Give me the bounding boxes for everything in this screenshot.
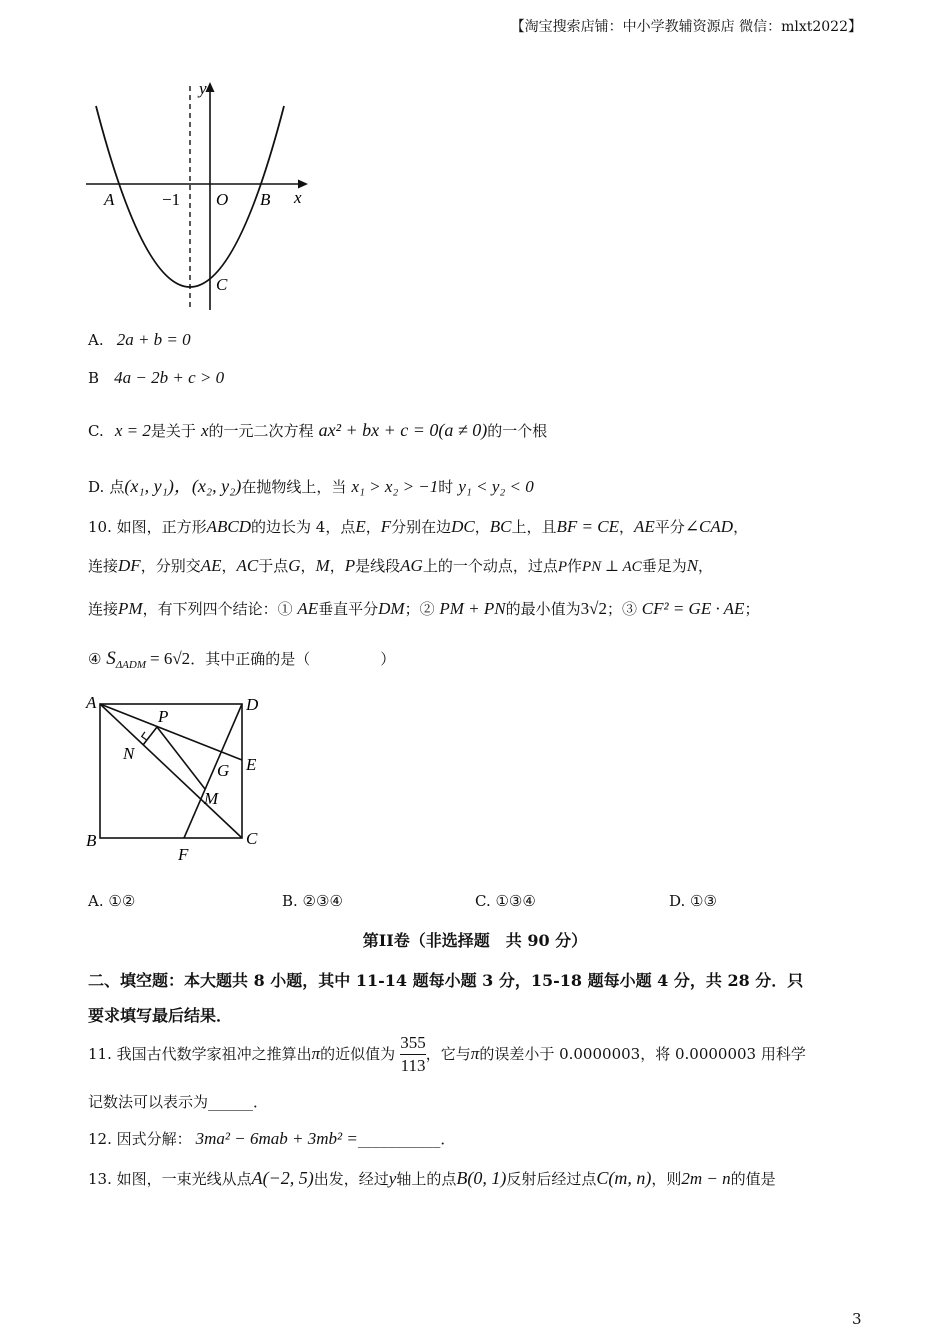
q10-line-3: 连接PM，有下列四个结论：① AE垂直平分DM；② PM + PN的最小值为3√2；③ CF² = GE · AE； (88, 599, 760, 618)
q10-line-2: 连接DF，分别交AE，AC于点G，M，P是线段AG上的一个动点，过点P作PN ⊥ AC垂足为N， (88, 556, 714, 575)
label-A: A (104, 190, 115, 209)
label-x: x (294, 188, 302, 207)
label-neg1: −1 (162, 190, 181, 209)
label-B: B (260, 190, 271, 209)
label-N: N (123, 744, 135, 763)
section-heading-2: 要求填写最后结果． (88, 1006, 233, 1025)
square-figure (80, 692, 280, 872)
label-D: D (246, 695, 259, 714)
q13: 13. 如图，一束光线从点A(−2, 5)出发，经过y轴上的点B(0, 1)反射后经过点C(m, n)，则2m − n的值是 (88, 1168, 776, 1188)
label-O: O (216, 190, 229, 209)
segment-df (184, 704, 242, 838)
q10-option-c: C. ①③④ (475, 892, 536, 910)
parabola-figure (80, 76, 320, 316)
option-d: D. 点(x₁, y₁)，(x₂, y₂)在抛物线上，当 x₁ > x₂ > −1时 y₁ < y₂ < 0 (88, 476, 534, 496)
label-A: A (86, 693, 97, 712)
fraction-355-113: $\frac{355}{113}$ (400, 1033, 426, 1075)
label-y: y (199, 79, 207, 98)
section-title: 第II卷（非选择题 共 90 分） (362, 931, 588, 950)
label-P: P (158, 707, 169, 726)
option-a: A. 2a + b = 0 (88, 330, 191, 349)
label-M: M (204, 789, 219, 808)
q11-line-2: 记数法可以表示为______． (88, 1093, 269, 1111)
label-G: G (217, 761, 230, 780)
option-b: B 4a − 2b + c > 0 (88, 368, 225, 387)
q10-line-4: ④ $S_{\Delta ADM} = 6√2$．其中正确的是（ ） (88, 648, 396, 672)
label-F: F (178, 845, 189, 864)
header-banner: 【淘宝搜索店铺：中小学教辅资源店 微信：mlxt2022】 (510, 19, 862, 35)
label-B: B (86, 831, 97, 850)
q10-option-a: A. ①② (88, 892, 136, 910)
page-number: 3 (852, 1310, 862, 1328)
segment-pn (143, 727, 157, 745)
q10-option-d: D. ①③ (669, 892, 717, 910)
q10-line-1: 10. 如图，正方形ABCD的边长为 4，点E，F分别在边DC，BC上，且BF = CE，AE平分∠CAD， (88, 517, 749, 536)
label-E: E (246, 755, 257, 774)
label-C: C (246, 829, 258, 848)
label-C: C (216, 275, 228, 294)
y-axis-arrow-icon (206, 82, 215, 92)
right-angle-mark (142, 732, 147, 740)
q11-line-1: 11. 我国古代数学家祖冲之推算出π的近似值为 $\frac{355}{113}$ ，它与π的误差小于 0.0000003，将 0.0000003 用科学 (88, 1033, 806, 1075)
q12: 12. 因式分解： 3ma² − 6mab + 3mb² =___________． (88, 1129, 456, 1148)
section-heading-1: 二、填空题：本大题共 8 小题，其中 11-14 题每小题 3 分，15-18 题每小题 4 分，共 28 分．只 (88, 971, 804, 990)
q10-option-b: B. ②③④ (282, 892, 343, 910)
option-c: C. x = 2是关于 x的一元二次方程 ax² + bx + c = 0(a ≠ 0)的一个根 (88, 420, 548, 440)
